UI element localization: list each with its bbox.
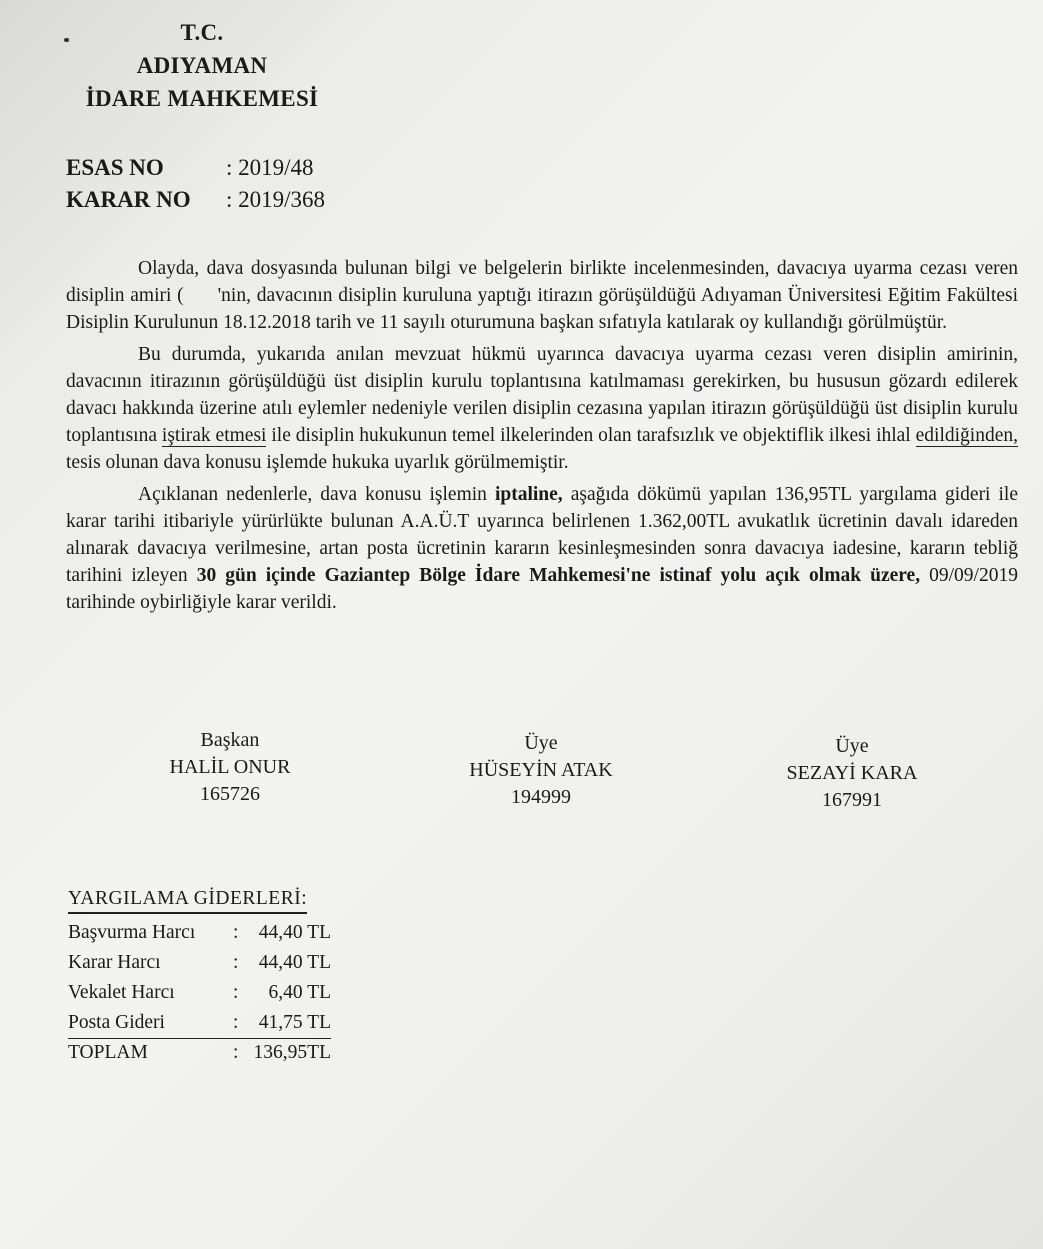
cost-label: Başvurma Harcı: [68, 922, 196, 943]
case-references: [66, 152, 325, 216]
signature-role: Başkan: [200, 729, 260, 751]
signature-president: [110, 727, 350, 808]
cost-label: Vekalet Harcı: [68, 982, 175, 1003]
signature-member-2: [732, 733, 972, 814]
esas-label: ESAS NO: [66, 155, 164, 180]
signature-number: 167991: [822, 789, 882, 811]
underlined-participation: iştirak etmesi: [161, 424, 267, 446]
signature-name: SEZAYİ KARA: [786, 762, 918, 784]
paragraph-3: Açıklanan nedenlerle, dava konusu işlemin iptaline, aşağıda dökümü yapılan 136,95TL yargılama gideri ile karar tarihi itibariyle yürürlükte bulunan A.A.Ü.T uyarınca belirlenen 1.362,00TL avukatlık ücretinin davalı idareden alınarak davacıya verilmesine, artan posta ücretinin kararın kesinleşmesinden sonra davacıya iadesine, kararın tebliğ tarihini izleyen 30 gün içinde Gaziantep Bölge İdare Mahkemesi'ne istinaf yolu açık olmak üzere, 09/09/2019 tarihinde oybirliğiyle karar verildi.: [66, 484, 1019, 613]
signature-role: Üye: [524, 732, 558, 754]
cost-row: Posta Gideri : 41,75 TL: [68, 1008, 348, 1039]
court-costs: [68, 888, 348, 1067]
esas-value: : 2019/48: [226, 155, 314, 180]
cost-row: Karar Harcı : 44,40 TL: [68, 948, 348, 978]
underlined-violation: edildiğinden,: [915, 424, 1018, 446]
cost-value: 44,40 TL: [258, 922, 331, 943]
total-label: TOPLAM: [68, 1042, 148, 1063]
signature-name: HÜSEYİN ATAK: [469, 759, 613, 781]
paragraph-2: Bu durumda, yukarıda anılan mevzuat hükmü uyarınca davacıya uyarma cezası veren disiplin amirinin, davacının itirazının görüşüldüğü üst disiplin kurulu toplantısına katılmaması gerekirken, bu hususun gözardı edilerek davacı hakkında üzerine atılı eylemler nedeniyle verilen disiplin cezasına yapılan itirazın görüşüldüğü üst disiplin kurulu toplantısına iştirak etmesi ile disiplin hukukunun temel ilkelerinden olan tarafsızlık ve objektiflik ilkesi ihlal edildiğinden, tesis olunan dava konusu işlemde hukuka uyarlık görülmemiştir.: [66, 344, 1018, 473]
cost-row: Vekalet Harcı : 6,40 TL: [68, 978, 348, 1008]
signature-name: HALİL ONUR: [169, 756, 291, 778]
cost-label: Karar Harcı: [68, 952, 161, 973]
signature-number: 165726: [200, 783, 260, 805]
cost-value: 41,75 TL: [251, 1008, 331, 1039]
karar-row: [66, 184, 325, 216]
header-line-court: İDARE MAHKEMESİ: [85, 86, 319, 111]
signature-role: Üye: [835, 735, 869, 757]
cost-total-row: TOPLAM : 136,95TL: [68, 1039, 348, 1067]
signature-member-1: [421, 730, 661, 811]
karar-label: KARAR NO: [66, 187, 191, 212]
header-line-tc: T.C.: [180, 20, 224, 45]
cost-value: 44,40 TL: [258, 952, 331, 973]
bold-annulment: iptaline,: [494, 484, 563, 506]
court-header: [22, 16, 382, 115]
cost-label: Posta Gideri: [68, 1008, 233, 1039]
paragraph-1: Olayda, dava dosyasında bulunan bilgi ve belgelerin birlikte incelenmesinden, davacıya uyarma cezası veren disiplin amiri ( 'nin, davacının disiplin kuruluna yaptığı itirazın görüşüldüğü Adıyaman Üniversitesi Eğitim Fakültesi Disiplin Kurulunun 18.12.2018 tarih ve 11 sayılı oturumuna başkan sıfatıyla katılarak oy kullandığı görülmüştür.: [66, 258, 1019, 333]
bold-appeal-notice: 30 gün içinde Gaziantep Bölge İdare Mahkemesi'ne istinaf yolu açık olmak üzere,: [196, 564, 921, 586]
costs-title: YARGILAMA GİDERLERİ:: [68, 888, 307, 914]
cost-value: 6,40 TL: [268, 982, 331, 1003]
signature-number: 194999: [511, 786, 571, 808]
esas-row: [66, 152, 325, 184]
total-value: 136,95TL: [253, 1042, 331, 1063]
karar-value: : 2019/368: [226, 187, 326, 212]
header-line-city: ADIYAMAN: [136, 53, 268, 78]
decision-body: [66, 256, 1018, 622]
cost-row: Başvurma Harcı : 44,40 TL: [68, 918, 348, 948]
